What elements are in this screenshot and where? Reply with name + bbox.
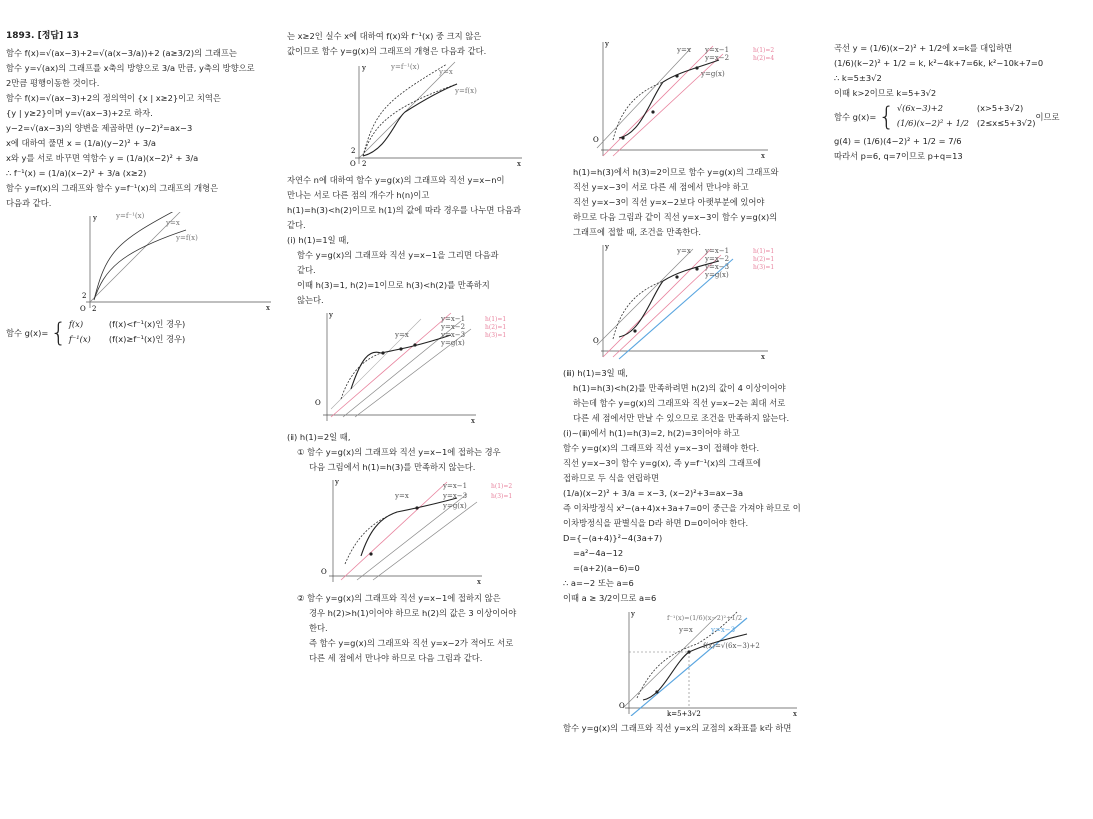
label-g: y=g(x) bbox=[701, 70, 725, 78]
brace-icon: { bbox=[50, 318, 67, 348]
y-axis-label: y bbox=[605, 243, 609, 251]
column-2 bbox=[287, 30, 557, 667]
label-l2: y=x−2 bbox=[441, 323, 466, 331]
text-line: 다음과 같다. bbox=[6, 198, 52, 208]
text-line: (1/a)(x−2)² + 3/a = x−3, (x−2)²+3=ax−3a bbox=[563, 488, 744, 498]
tick-2-y: 2 bbox=[351, 147, 356, 155]
label-yx: y=x bbox=[439, 68, 453, 76]
column-4 bbox=[834, 42, 1088, 165]
origin-label: O bbox=[350, 160, 356, 168]
x-axis-label: x bbox=[471, 417, 475, 425]
y-axis-label: y bbox=[329, 311, 333, 319]
graph-case2b bbox=[593, 38, 823, 160]
case-3-title: (ⅲ) h(1)=3일 때, bbox=[563, 368, 628, 378]
text-line: 곡선 y = (1/6)(x−2)² + 1/2에 x=k를 대입하면 bbox=[834, 43, 1013, 53]
text-line: 자연수 n에 대하여 함수 y=g(x)의 그래프와 직선 y=x−n이 bbox=[287, 175, 505, 185]
origin-label: O bbox=[321, 568, 327, 576]
text-line: 다음 그림에서 h(1)=h(3)를 만족하지 않는다. bbox=[309, 462, 476, 472]
text-line: 이때 k>2이므로 k=5+3√2 bbox=[834, 88, 937, 98]
x-axis-label: x bbox=[266, 304, 270, 312]
text-line: 함수 f(x)=√(ax−3)+2의 정의역이 {x | x≥2}이고 치역은 bbox=[6, 93, 221, 103]
text-line: ∴ f⁻¹(x) = (1/a)(x−2)² + 3/a (x≥2) bbox=[6, 168, 147, 178]
g-def-row2b: (f(x)≥f⁻¹(x)인 경우) bbox=[108, 334, 186, 344]
text-line: 하는데 함수 y=g(x)의 그래프와 직선 y=x−2는 최대 서로 bbox=[573, 398, 786, 408]
text-line: 만나는 서로 다른 점의 개수가 h(n)이고 bbox=[287, 190, 430, 200]
text-line: D={−(a+4)}²−4(3a+7) bbox=[563, 533, 663, 543]
text-line: 같다. bbox=[287, 220, 306, 230]
text-line: (1/6)(k−2)² + 1/2 = k, k²−4k+7=6k, k²−10k+7=0 bbox=[834, 58, 1044, 68]
text-line: 이차방정식을 판별식을 D라 하면 D=0이어야 한다. bbox=[563, 518, 749, 528]
text-line: g(4) = (1/6)(4−2)² + 1/2 = 7/6 bbox=[834, 136, 962, 146]
graph-case1 bbox=[311, 309, 551, 425]
y-axis-label: y bbox=[605, 40, 609, 48]
label-finv: f⁻¹(x)=(1/6)(x−2)²+1/2 bbox=[667, 614, 742, 622]
text-line: ∴ a=−2 또는 a=6 bbox=[563, 578, 634, 588]
text-line: 함수 y=f(x)의 그래프와 함수 y=f⁻¹(x)의 그래프의 개형은 bbox=[6, 183, 219, 193]
text-line: 함수 y=√(ax)의 그래프를 x축의 방향으로 3/a 만큼, y축의 방향으로 bbox=[6, 63, 255, 73]
g-definition bbox=[6, 318, 274, 348]
x-axis-label: x bbox=[761, 152, 765, 160]
g-def-row1a: f(x) bbox=[68, 319, 84, 329]
anno-h1: h(1)=1 bbox=[485, 316, 507, 323]
anno-h3: h(3)=1 bbox=[491, 493, 513, 500]
text-line: 함수 y=g(x)의 그래프와 직선 y=x−1을 그리면 다음과 bbox=[297, 250, 499, 260]
label-l3: y=x−3 bbox=[705, 263, 730, 271]
label-yx: y=x bbox=[677, 46, 691, 54]
label-g: y=g(x) bbox=[443, 502, 467, 510]
label-yx: y=x bbox=[679, 626, 693, 634]
tick-2-y: 2 bbox=[82, 292, 87, 300]
text-line: h(1)=h(3)에서 h(3)=2이므로 함수 y=g(x)의 그래프와 bbox=[573, 167, 779, 177]
y-axis-label: y bbox=[93, 214, 97, 222]
anno-h1: h(1)=1 bbox=[753, 248, 775, 255]
label-l1: y=x−1 bbox=[441, 315, 466, 323]
text-line: 함수 f(x)=√(ax−3)+2=√(a(x−3/a))+2 (a≥3/2)의 그래프는 bbox=[6, 48, 237, 58]
graph-final bbox=[617, 608, 817, 716]
text-line: 즉 함수 y=g(x)의 그래프와 직선 y=x−2가 적어도 서로 bbox=[309, 638, 514, 648]
text-line: ① 함수 y=g(x)의 그래프와 직선 y=x−1에 접하는 경우 bbox=[297, 447, 501, 457]
text-line: 는 x≥2인 실수 x에 대하여 f(x)와 f⁻¹(x) 중 크지 않은 bbox=[287, 31, 482, 41]
text-line: h(1)=h(3)<h(2)를 만족하려면 h(2)의 값이 4 이상이어야 bbox=[573, 383, 786, 393]
text-line: 다른 세 점에서만 만날 수 있으므로 조건을 만족하지 않는다. bbox=[573, 413, 790, 423]
label-f: y=f(x) bbox=[176, 234, 198, 242]
text-line: 않는다. bbox=[297, 295, 324, 305]
g-tail: 이므로 bbox=[1035, 112, 1060, 122]
anno-h1: h(1)=2 bbox=[491, 483, 513, 490]
case-1-title: (ⅰ) h(1)=1일 때, bbox=[287, 235, 349, 245]
text-line: =(a+2)(a−6)=0 bbox=[573, 563, 640, 573]
label-yx: y=x bbox=[166, 219, 180, 227]
text-line: 값이므로 함수 y=g(x)의 그래프의 개형은 다음과 같다. bbox=[287, 46, 487, 56]
x-axis-label: x bbox=[517, 160, 521, 168]
anno-h3: h(3)=1 bbox=[485, 332, 507, 339]
label-finv: y=f⁻¹(x) bbox=[116, 212, 145, 220]
text-line: 그래프에 접할 때, 조건을 만족한다. bbox=[573, 227, 702, 237]
label-l3: y=x−3 bbox=[443, 492, 468, 500]
text-line: 함수 y=g(x)의 그래프와 직선 y=x의 교점의 x좌표를 k라 하면 bbox=[563, 723, 792, 733]
label-f: f(x)=√(6x−3)+2 bbox=[703, 642, 760, 650]
text-line: 직선 y=x−3이 함수 y=g(x), 즉 y=f⁻¹(x)의 그래프에 bbox=[563, 458, 762, 468]
text-line: (ⅰ)~(ⅲ)에서 h(1)=h(3)=2, h(2)=3이어야 하고 bbox=[563, 428, 740, 438]
anno-h2: h(2)=4 bbox=[753, 55, 775, 62]
g-def-lead: 함수 g(x)= bbox=[6, 328, 49, 338]
g-row2a: (1/6)(x−2)² + 1/2 bbox=[896, 118, 969, 128]
x-axis-label: x bbox=[477, 578, 481, 586]
text-line: 한다. bbox=[309, 623, 328, 633]
label-l2: y=x−2 bbox=[705, 255, 730, 263]
text-line: 따라서 p=6, q=7이므로 p+q=13 bbox=[834, 151, 963, 161]
text-line: y−2=√(ax−3)의 양변을 제곱하면 (y−2)²=ax−3 bbox=[6, 123, 193, 133]
g-def-row1b: (f(x)<f⁻¹(x)인 경우) bbox=[108, 319, 186, 329]
text-line: 다른 세 점에서 만나야 하므로 다음 그림과 같다. bbox=[309, 653, 483, 663]
label-g: y=g(x) bbox=[705, 271, 729, 279]
anno-h2: h(2)=1 bbox=[485, 324, 507, 331]
text-line: ∴ k=5±3√2 bbox=[834, 73, 882, 83]
g-row2b: (2≤x≤5+3√2) bbox=[976, 118, 1036, 128]
tick-2-x: 2 bbox=[92, 305, 97, 312]
x-axis-label: x bbox=[793, 710, 797, 716]
column-1 bbox=[6, 30, 274, 348]
text-line: 같다. bbox=[297, 265, 316, 275]
text-line: 이때 h(3)=1, h(2)=1이므로 h(3)<h(2)를 만족하지 bbox=[297, 280, 490, 290]
label-f: y=f(x) bbox=[455, 87, 477, 95]
y-axis-label: y bbox=[362, 64, 366, 72]
label-l1: y=x−1 bbox=[705, 46, 730, 54]
anno-h1: h(1)=2 bbox=[753, 47, 775, 54]
g-row1b: (x>5+3√2) bbox=[976, 103, 1024, 113]
tick-2-x: 2 bbox=[362, 160, 367, 168]
graph-f-finv bbox=[76, 212, 276, 312]
origin-label: O bbox=[619, 702, 625, 710]
origin-label: O bbox=[315, 399, 321, 407]
origin-label: O bbox=[593, 337, 599, 345]
label-l2: y=x−2 bbox=[705, 54, 730, 62]
text-line: x에 대하여 풀면 x = (1/a)(y−2)² + 3/a bbox=[6, 138, 157, 148]
anno-h2: h(2)=1 bbox=[753, 256, 775, 263]
brace-icon: { bbox=[878, 102, 895, 132]
origin-label: O bbox=[593, 136, 599, 144]
text-line: 즉 이차방정식 x²−(a+4)x+3a+7=0이 중근을 가져야 하므로 이 bbox=[563, 503, 801, 513]
answer-heading: 1893. [정답] 13 bbox=[6, 31, 79, 41]
text-line: 직선 y=x−3이 직선 y=x−2보다 아랫부분에 있어야 bbox=[573, 197, 765, 207]
label-yx: y=x bbox=[395, 492, 409, 500]
graph-tangent-x3 bbox=[593, 241, 823, 361]
anno-h3: h(3)=1 bbox=[753, 264, 775, 271]
text-line: 이때 a ≥ 3/2이므로 a=6 bbox=[563, 593, 657, 603]
graph-g-shape bbox=[347, 60, 527, 168]
text-line: 함수 y=g(x)의 그래프와 직선 y=x−3이 접해야 한다. bbox=[563, 443, 760, 453]
text-line: h(1)=h(3)<h(2)이므로 h(1)의 값에 따라 경우를 나누면 다음과 bbox=[287, 205, 522, 215]
text-line: x와 y를 서로 바꾸면 역함수 y = (1/a)(x−2)² + 3/a bbox=[6, 153, 199, 163]
text-line: {y | y≥2}이며 y=√(ax−3)+2로 하자. bbox=[6, 108, 153, 118]
text-line: 2만큼 평행이동한 것이다. bbox=[6, 78, 100, 88]
text-line: 접하므로 두 식을 연립하면 bbox=[563, 473, 660, 483]
label-g: y=g(x) bbox=[441, 339, 465, 347]
g-piecewise bbox=[834, 102, 1088, 132]
label-l1: y=x−1 bbox=[443, 482, 468, 490]
label-l1: y=x−1 bbox=[705, 247, 730, 255]
case-2-title: (ⅱ) h(1)=2일 때, bbox=[287, 432, 351, 442]
g-row1a: √(6x−3)+2 bbox=[896, 103, 944, 113]
x-axis-label: x bbox=[761, 353, 765, 361]
y-axis-label: y bbox=[335, 478, 339, 486]
column-3 bbox=[563, 38, 829, 737]
g-lead: 함수 g(x)= bbox=[834, 112, 877, 122]
k-label: k=5+3√2 bbox=[667, 710, 701, 716]
text-line: 하므로 다음 그림과 같이 직선 y=x−3이 함수 y=g(x)의 bbox=[573, 212, 778, 222]
text-line: ② 함수 y=g(x)의 그래프와 직선 y=x−1에 접하지 않은 bbox=[297, 593, 501, 603]
label-l3: y=x−3 bbox=[441, 331, 466, 339]
label-l3: y=x−3 bbox=[711, 626, 736, 634]
y-axis-label: y bbox=[631, 610, 635, 618]
g-def-row2a: f⁻¹(x) bbox=[68, 334, 91, 344]
label-yx: y=x bbox=[677, 247, 691, 255]
text-line: =a²−4a−12 bbox=[573, 548, 624, 558]
origin-label: O bbox=[80, 305, 86, 312]
text-line: 경우 h(2)>h(1)이어야 하므로 h(2)의 값은 3 이상이어야 bbox=[309, 608, 517, 618]
label-yx: y=x bbox=[395, 331, 409, 339]
text-line: 직선 y=x−3이 서로 다른 세 점에서 만나야 하고 bbox=[573, 182, 749, 192]
label-finv: y=f⁻¹(x) bbox=[391, 63, 420, 71]
graph-case2a bbox=[317, 476, 557, 586]
